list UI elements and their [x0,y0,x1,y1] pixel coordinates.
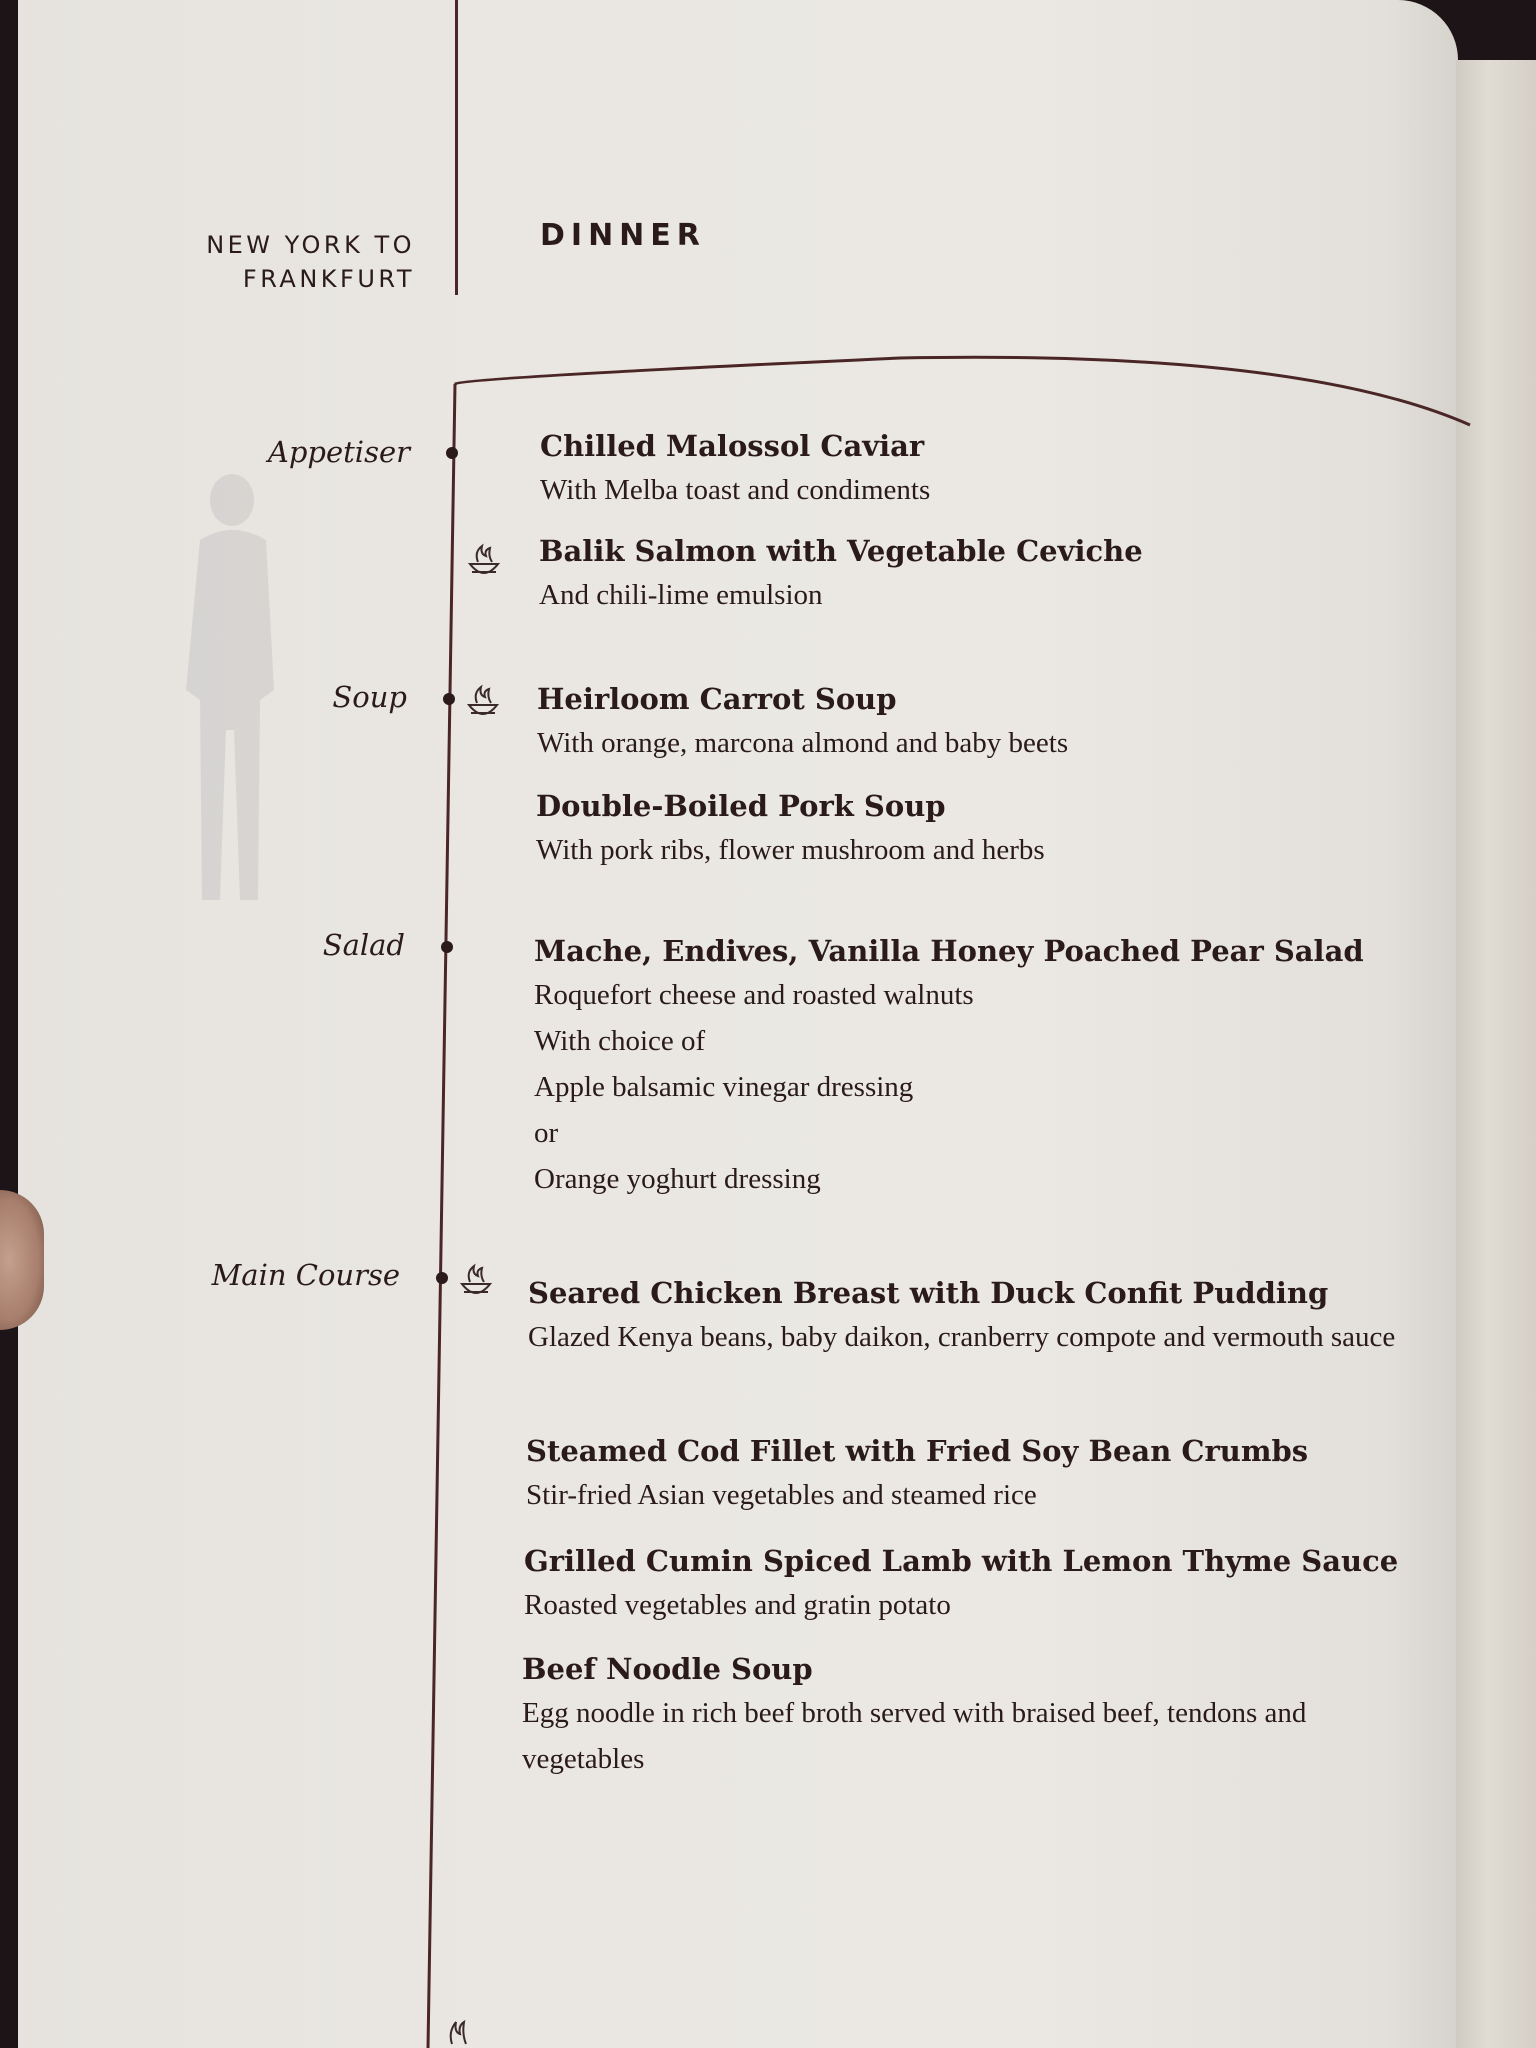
dish-description-line: With choice of [534,1025,706,1057]
frame-vertical-rule [428,384,455,2048]
dish-description: Stir-fried Asian vegetables and steamed rice [526,1479,1037,1511]
route-line-2: FRANKFURT [242,265,415,293]
course-bullet-main [436,1272,448,1284]
course-bullet-soup [443,693,455,705]
meal-title: DINNER [540,218,706,253]
route-line-1: NEW YORK TO [206,231,415,259]
dish-item [528,1272,1448,1360]
course-label-salad: Salad [322,928,405,962]
dish-item [536,785,1456,873]
dish-description: Roasted vegetables and gratin potato [524,1589,951,1621]
dish-item [534,930,1454,1202]
dish-name: Double-Boiled Pork Soup [536,789,946,823]
dish-name: Heirloom Carrot Soup [537,682,897,716]
course-label-appetiser: Appetiser [267,435,410,469]
flame-icon [440,2008,476,2048]
dish-name: Chilled Malossol Caviar [540,429,925,463]
course-label-soup: Soup [332,680,407,714]
dish-description-line: or [534,1117,559,1149]
course-label-main-course: Main Course [211,1258,400,1292]
dish-item [522,1648,1442,1782]
dish-description: With Melba toast and condiments [540,474,931,506]
course-bullet-salad [441,941,453,953]
dish-name: Grilled Cumin Spiced Lamb with Lemon Thyme Sauce [524,1544,1399,1578]
dish-description: And chili-lime emulsion [539,579,823,611]
course-bullet-appetiser [446,447,458,459]
flame-bowl-icon [465,683,501,723]
dish-name: Steamed Cod Fillet with Fried Soy Bean Crumbs [526,1434,1309,1468]
dish-item [526,1430,1446,1518]
dish-description-line: Roquefort cheese and roasted walnuts [534,979,974,1011]
dish-item [540,425,1460,513]
dish-description: With pork ribs, flower mushroom and herbs [536,834,1045,866]
dish-description-line: Orange yoghurt dressing [534,1163,821,1195]
dish-description: With orange, marcona almond and baby beets [537,727,1069,759]
dish-item [539,530,1459,618]
dish-name: Mache, Endives, Vanilla Honey Poached Pear Salad [534,934,1364,968]
flame-bowl-icon [458,1262,494,1302]
flame-bowl-icon [466,542,502,582]
dish-name: Balik Salmon with Vegetable Ceviche [539,534,1143,568]
dish-description: Egg noodle in rich beef broth served with braised beef, tendons and vegetables [522,1697,1307,1775]
dish-name: Seared Chicken Breast with Duck Confit Pudding [528,1276,1329,1310]
dish-item [537,678,1457,766]
dish-item [524,1540,1444,1628]
dish-description-line: Apple balsamic vinegar dressing [534,1071,914,1103]
dish-name: Beef Noodle Soup [522,1652,813,1686]
dish-description: Glazed Kenya beans, baby daikon, cranberry compote and vermouth sauce [528,1321,1396,1353]
frame-top-rule [455,357,1470,425]
